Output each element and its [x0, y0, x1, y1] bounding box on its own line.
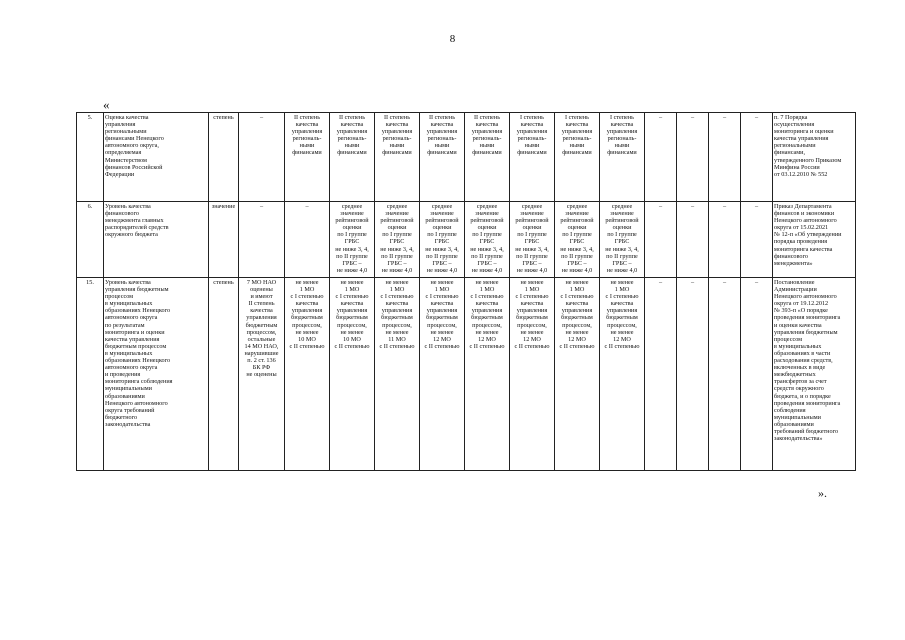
target-value-cell: не менее 1 МО с I степенью качества управления бюджетным процессом, не менее 10 МО с II степенью	[330, 278, 375, 471]
source-document: п. 7 Порядка осуществления мониторинга и оценки качества управления региональными финансами, утвержденного Приказом Минфина России от 03.12.2010 № 552	[773, 113, 856, 202]
row-number: 6.	[77, 202, 104, 278]
empty-value-cell: –	[709, 202, 741, 278]
target-value-cell: I степень качества управления региональ- ными финансами	[600, 113, 645, 202]
target-value-cell: I степень качества управления региональ- ными финансами	[510, 113, 555, 202]
target-value-cell: среднее значение рейтинговой оценки по I группе ГРБС не ниже 3, 4, по II группе ГРБС – не ниже 4,0	[600, 202, 645, 278]
indicators-table	[76, 112, 856, 471]
target-value-cell: I степень качества управления региональ- ными финансами	[555, 113, 600, 202]
unit-of-measure: степень	[209, 113, 239, 202]
table-row	[77, 278, 856, 471]
empty-value-cell: –	[741, 278, 773, 471]
opening-quote: «	[103, 97, 110, 112]
source-document: Постановление Администрации Ненецкого автономного округа от 19.12.2012 № 393-п «О порядке проведения мониторинга и оценки качества управления бюджетным процессом в муниципальных образованиях в части расходования средств, включенных в виде межбюджетных трансфертов за счет средств окружного бюджета, и о порядке проведения мониторинга соблюдения муниципальными образованиями требований бюджетного законодательства»	[773, 278, 856, 471]
closing-quote: ».	[818, 486, 827, 500]
empty-value-cell: –	[645, 278, 677, 471]
empty-value-cell: –	[709, 113, 741, 202]
target-value-cell: –	[285, 202, 330, 278]
target-value-cell: среднее значение рейтинговой оценки по I группе ГРБС не ниже 3, 4, по II группе ГРБС – не ниже 4,0	[330, 202, 375, 278]
target-value-cell: II степень качества управления региональ- ными финансами	[465, 113, 510, 202]
target-value-cell: среднее значение рейтинговой оценки по I группе ГРБС не ниже 3, 4, по II группе ГРБС – не ниже 4,0	[555, 202, 600, 278]
empty-value-cell: –	[645, 113, 677, 202]
unit-of-measure: значение	[209, 202, 239, 278]
row-number: 5.	[77, 113, 104, 202]
indicator-name: Уровень качества управления бюджетным процессом в муниципальных образованиях Ненецкого автономного округа по результатам мониторинга и оценки качества управления бюджетным процессом в муниципальных образованиях Ненецкого автономного округа и проведения мониторинга соблюдения муниципальными образованиями Ненецкого автономного округа требований бюджетного законодательства	[104, 278, 209, 471]
base-value: –	[239, 113, 285, 202]
target-value-cell: не менее 1 МО с I степенью качества управления бюджетным процессом, не менее 12 МО с II степенью	[420, 278, 465, 471]
target-value-cell: не менее 1 МО с I степенью качества управления бюджетным процессом, не менее 12 МО с II степенью	[510, 278, 555, 471]
empty-value-cell: –	[741, 113, 773, 202]
row-number: 15.	[77, 278, 104, 471]
target-value-cell: среднее значение рейтинговой оценки по I группе ГРБС не ниже 3, 4, по II группе ГРБС – не ниже 4,0	[420, 202, 465, 278]
empty-value-cell: –	[677, 278, 709, 471]
target-value-cell: II степень качества управления региональ- ными финансами	[285, 113, 330, 202]
target-value-cell: II степень качества управления региональ- ными финансами	[330, 113, 375, 202]
target-value-cell: среднее значение рейтинговой оценки по I группе ГРБС не ниже 3, 4, по II группе ГРБС – не ниже 4,0	[510, 202, 555, 278]
target-value-cell: среднее значение рейтинговой оценки по I группе ГРБС не ниже 3, 4, по II группе ГРБС – не ниже 4,0	[375, 202, 420, 278]
empty-value-cell: –	[709, 278, 741, 471]
source-document: Приказ Департамента финансов и экономики Ненецкого автономного округа от 15.02.2021 № 12-п «Об утверждении порядка проведения мониторинга качества финансового менеджмента»	[773, 202, 856, 278]
table-row	[77, 113, 856, 202]
target-value-cell: среднее значение рейтинговой оценки по I группе ГРБС не ниже 3, 4, по II группе ГРБС – не ниже 4,0	[465, 202, 510, 278]
empty-value-cell: –	[645, 202, 677, 278]
target-value-cell: не менее 1 МО с I степенью качества управления бюджетным процессом, не менее 10 МО с II степенью	[285, 278, 330, 471]
empty-value-cell: –	[677, 202, 709, 278]
unit-of-measure: степень	[209, 278, 239, 471]
indicator-name: Уровень качества финансового менеджмента главных распорядителей средств окружного бюджета	[104, 202, 209, 278]
page-number: 8	[449, 33, 456, 45]
target-value-cell: не менее 1 МО с I степенью качества управления бюджетным процессом, не менее 12 МО с II степенью	[600, 278, 645, 471]
target-value-cell: II степень качества управления региональ- ными финансами	[420, 113, 465, 202]
target-value-cell: II степень качества управления региональ- ными финансами	[375, 113, 420, 202]
base-value: –	[239, 202, 285, 278]
target-value-cell: не менее 1 МО с I степенью качества управления бюджетным процессом, не менее 12 МО с II степенью	[555, 278, 600, 471]
target-value-cell: не менее 1 МО с I степенью качества управления бюджетным процессом, не менее 12 МО с II степенью	[465, 278, 510, 471]
indicator-name: Оценка качества управления региональными финансами Ненецкого автономного округа, определяемая Министерством финансов Российской Федерации	[104, 113, 209, 202]
table-row	[77, 202, 856, 278]
base-value: 7 МО НАО оценены и имеют II степень качества управления бюджетным процессом, остальные 14 МО НАО, нарушившие п. 2 ст. 136 БК РФ не оценены	[239, 278, 285, 471]
empty-value-cell: –	[741, 202, 773, 278]
empty-value-cell: –	[677, 113, 709, 202]
target-value-cell: не менее 1 МО с I степенью качества управления бюджетным процессом, не менее 11 МО с II степенью	[375, 278, 420, 471]
